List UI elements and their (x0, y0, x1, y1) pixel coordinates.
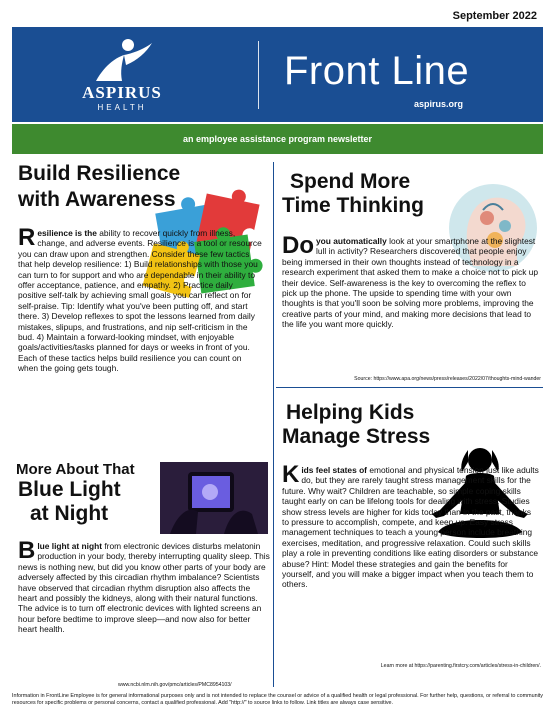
kids-source[interactable]: Learn more at https://parenting.firstcry.com/articles/stress-in-children/. (380, 663, 541, 669)
thinking-title-1: Spend More (290, 170, 411, 193)
section-divider (276, 387, 543, 388)
tagline: an employee assistance program newsletter (182, 134, 373, 144)
phone-at-night-image (160, 462, 268, 534)
thinking-body (282, 232, 540, 330)
footer-disclaimer: Information in FrontLine Employee is for general informational purposes only and is not intended to replace the counsel or advice of a qualified health or legal professional. For further help, questions, or referral to community resources for specific problems or personal concerns, contact a qualified professional. Add "http://" to source links to follow. Link titles are always case sensitive. (12, 693, 543, 706)
bluelight-source[interactable]: www.ncbi.nlm.nih.gov/pmc/articles/PMC8954103/ (118, 682, 232, 688)
banner-divider (258, 41, 259, 109)
bluelight-title-1: More About That (16, 461, 135, 478)
resilience-lead: esilience is the (37, 228, 97, 238)
bluelight-body (18, 537, 270, 635)
bluelight-dropcap: B (18, 537, 36, 564)
thinking-source[interactable]: Source: https://www.apa.org/news/press/releases/2022/07/thoughts-mind-wander (354, 376, 541, 382)
kids-dropcap: K (282, 461, 300, 488)
brand-sub: HEALTH (97, 103, 147, 112)
bluelight-title-3: at Night (30, 502, 109, 525)
kids-text: emotional and physical tension just like adults do, but they are rarely taught stress management skills for the future. Why wait? Children are teachable, so simple coping skills taught early on can be lifelong tools for dealing with stress. Studies show stress levels are higher for kids today than in the past, thanks to pressure to accomplish, compete, and keep up. Easy stress management techniques to teach a young person include breathing exercises, meditation, and progressive relaxation. Could such skills play a role in preventing conditions like eating disorders or substance abuse? Hint: Model these strategies and gain the benefits for yourself, and you will make a bigger impact when you teach them to others. (282, 465, 539, 590)
date: September 2022 (452, 10, 537, 22)
column-divider (273, 162, 274, 687)
thinking-text: look at your smartphone at the slightest lull in activity? Researchers discovered that people enjoy being immersed in their own thoughts instead of technology in a research experiment that asked them to make a choice not to pick up their device. Self-awareness is the key to overcoming the reflex to pick up the phone. The upside to spending time with your own thoughts is that you'll soon be solving more problems, improving the creative parts of your mind, and making more decisions that lead to the life you want more quickly. (282, 236, 539, 330)
bluelight-lead: lue light at night (37, 541, 103, 551)
newsletter-title: Front Line (284, 49, 470, 93)
kids-title-1: Helping Kids (286, 401, 415, 424)
thinking-title-2: Time Thinking (282, 194, 424, 217)
resilience-title-2: with Awareness (18, 188, 176, 211)
kids-lead: ids feel states of (301, 465, 367, 475)
resilience-dropcap: R (18, 224, 36, 251)
masthead-banner (12, 27, 543, 122)
thinking-lead: you automatically (316, 236, 387, 246)
aspirus-logo (62, 37, 182, 117)
resilience-body (18, 224, 263, 374)
bluelight-text: from electronic devices disturbs melatonin production in your body, thereby interrupting quality sleep. This news is nothing new, but did you know other parts of your body are adversely affected by this circadian rhythm imbalance? Scientists have observed that circadian rhythm disruption also affects the heart and possibly the kidneys, along with their natural functions. The advice is to turn off electronic devices with lighted screens an hour before bedtime to improve sleep—and now also for better heart health. (18, 541, 270, 635)
kids-title-2: Manage Stress (282, 425, 431, 448)
brand-name: ASPIRUS (82, 83, 162, 102)
tagline-bar (12, 124, 543, 154)
resilience-title-1: Build Resilience (18, 162, 181, 185)
figure-logo-icon (62, 37, 182, 85)
thinking-dropcap: Do (282, 232, 314, 259)
site-link[interactable]: aspirus.org (413, 99, 463, 109)
kids-body (282, 461, 539, 590)
resilience-text: ability to recover quickly from illness, change, and adverse events. Resilience is a tool or resource you can draw upon and strengthen. Consider these few tactics that help develop resilience: 1) Build relationships with those you can turn to for support and who are dependable in their ability to offer acceptance, patience, and empathy. 2) Practice daily positive self-talk by achieving small goals you can reflect on for self-praise. Tip: Identify what you've been putting off, and start there. 3) Develop reflexes to spot the lessons learned from daily mistakes, slipups, and frustrations, and nip self-criticism in the bud. 4) Maintain a forward-looking mindset, with enjoyable goals/activities/tasks planned for days or weeks in front of you. Each of these tactics helps build resilience you can count on when the going gets tough. (18, 228, 262, 374)
bluelight-title-2: Blue Light (18, 478, 121, 501)
